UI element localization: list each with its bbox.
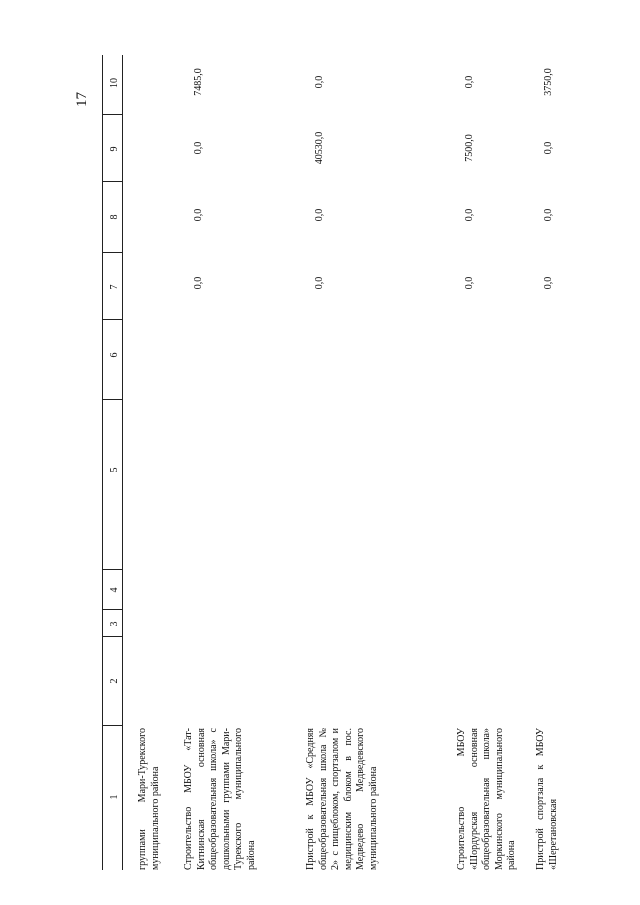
table-cell-value: 0,0 <box>543 276 554 290</box>
column-separator <box>102 319 122 320</box>
column-header: 6 <box>109 352 120 358</box>
column-header: 7 <box>109 284 120 290</box>
table-cell-value: 0,0 <box>193 141 204 155</box>
column-separator <box>102 114 122 115</box>
table-cell-value: 0,0 <box>193 208 204 222</box>
table-cell-value: 0,0 <box>464 208 475 222</box>
table-row-name: Пристрой спортзала к МБОУ «Шеретановская <box>535 728 559 870</box>
column-header: 8 <box>109 214 120 220</box>
table-top-border <box>102 55 103 870</box>
table-cell-value: 0,0 <box>314 208 325 222</box>
table-cell-value: 40530,0 <box>314 131 325 165</box>
column-separator <box>102 569 122 570</box>
table-row-name: Строительство МБОУ «Тат-Китнинская основная общеобразовательная школа» с дошкольными группами Мари-Турекского муниципального района <box>183 728 257 870</box>
column-header: 9 <box>109 146 120 152</box>
page-number: 17 <box>74 92 90 107</box>
column-separator <box>102 181 122 182</box>
table-cell-value: 7500,0 <box>464 134 475 162</box>
column-header: 3 <box>109 621 120 627</box>
column-header: 10 <box>109 78 120 88</box>
column-separator <box>102 725 122 726</box>
table-cell-value: 0,0 <box>464 276 475 290</box>
table-cell-value: 7485,0 <box>193 68 204 96</box>
table-cell-value: 0,0 <box>314 75 325 89</box>
column-header: 2 <box>109 678 120 684</box>
table-cell-value: 0,0 <box>314 276 325 290</box>
header-bottom-border <box>122 55 123 870</box>
table-cell-value: 0,0 <box>193 276 204 290</box>
table-row-name: группами Мари-Турекского муниципального района <box>137 728 161 870</box>
table-row-name: Пристрой к МБОУ «Средняя общеобразовательная школа № 2» с пищеблоком, спортзалом и медицинским блоком в пос. Медведево Медведевского муниципального района <box>305 728 379 870</box>
table-row-name: Строительство МБОУ «Шордурская основная общеобразовательная школа» Моркинского муниципального района <box>456 728 518 870</box>
table-cell-value: 0,0 <box>464 75 475 89</box>
column-separator <box>102 399 122 400</box>
column-separator <box>102 252 122 253</box>
column-header: 1 <box>109 794 120 800</box>
column-header: 4 <box>109 587 120 593</box>
table-cell-value: 3750,0 <box>543 68 554 96</box>
column-header: 5 <box>109 467 120 473</box>
table-cell-value: 0,0 <box>543 141 554 155</box>
table-cell-value: 0,0 <box>543 208 554 222</box>
